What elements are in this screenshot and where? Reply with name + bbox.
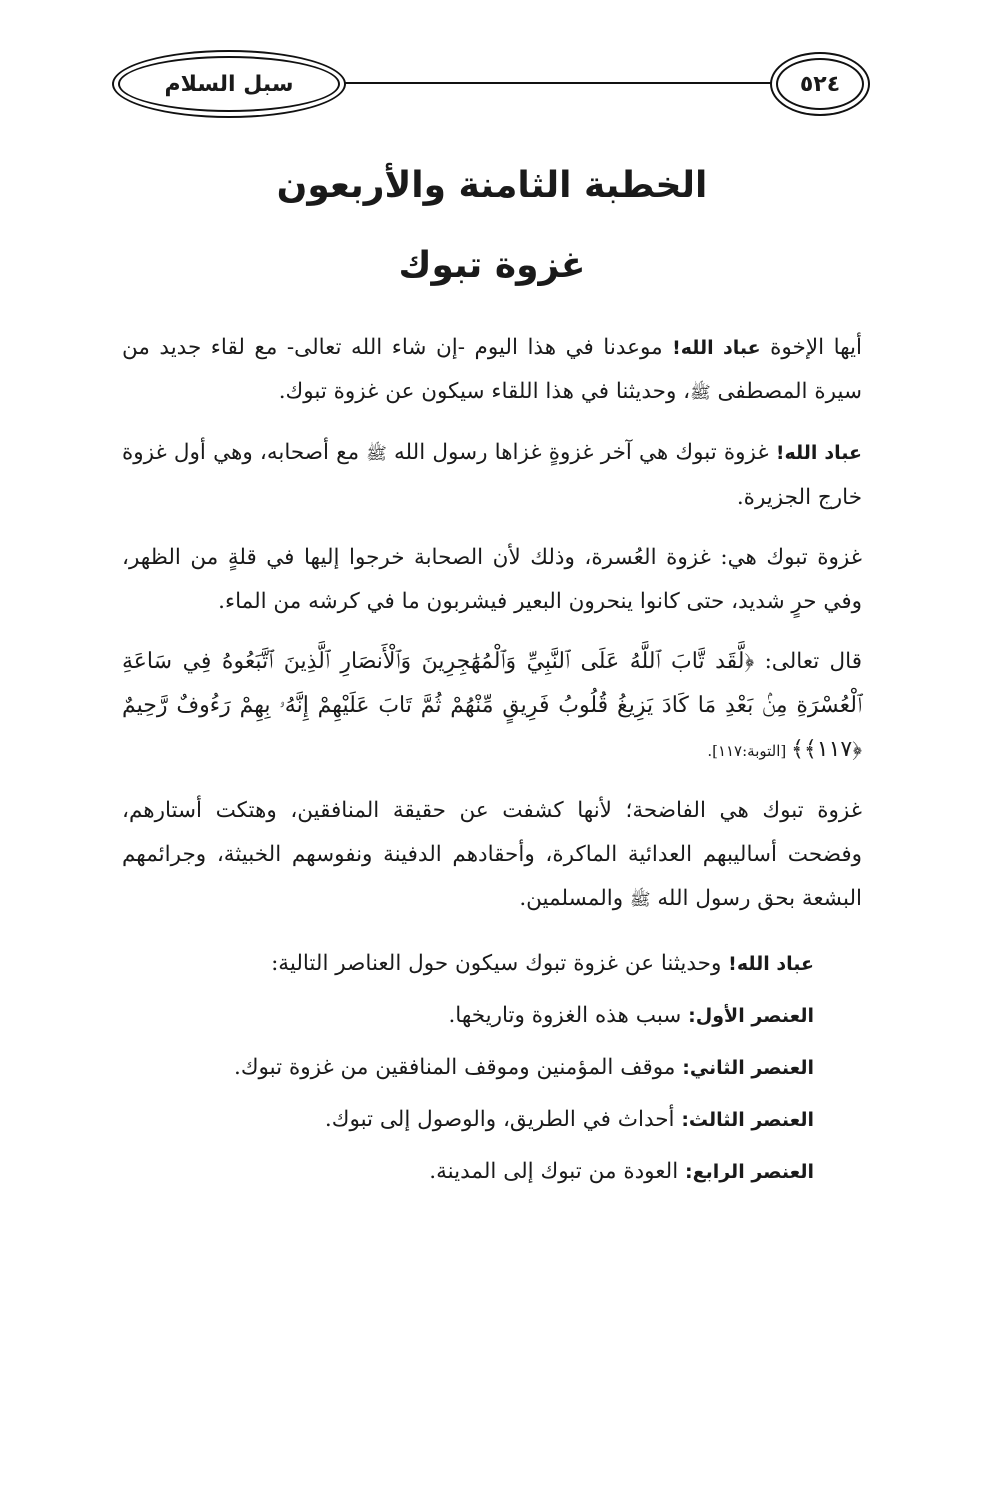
salutation-glyph: ﷺ [629, 890, 651, 910]
paragraph-intro [122, 326, 862, 415]
paragraph-text: ، وحديثنا في هذا اللقاء سيكون عن غزوة تبوك. [278, 379, 691, 404]
lead-phrase: عباد الله! [672, 337, 761, 359]
salutation-glyph: ﷺ [366, 444, 387, 464]
paragraph-text: غزوة تبوك هي: غزوة العُسرة، وذلك لأن الصحابة خرجوا إليها في قلةٍ من الظهر، وفي حرٍ شديد، حتى كانوا ينحرون البعير فيشربون ما في كرشه من الماء. [122, 545, 862, 614]
element-text: سبب هذه الغزوة وتاريخها. [448, 1003, 689, 1028]
paragraph-usra [122, 536, 862, 624]
lead-phrase: عباد الله! [775, 442, 862, 464]
list-item [122, 1146, 814, 1198]
list-intro-text: وحديثنا عن غزوة تبوك سيكون حول العناصر التالية: [271, 951, 729, 976]
paragraph-text: موعدنا في هذا اليوم -إن شاء الله تعالى- مع لقاء جديد من سيرة المصطفى [122, 335, 862, 404]
elements-list [122, 938, 862, 1198]
list-item [122, 1094, 814, 1146]
lead-phrase: عباد الله! [728, 953, 814, 975]
element-text: أحداث في الطريق، والوصول إلى تبوك. [324, 1107, 682, 1132]
list-item [122, 1042, 814, 1094]
element-label: العنصر الرابع: [685, 1161, 814, 1183]
element-label: العنصر الثالث: [681, 1109, 814, 1131]
book-title-oval [118, 56, 340, 112]
subject-title: غزوة تبوك [398, 245, 586, 286]
salutation-glyph: ﷺ [690, 383, 711, 403]
page-number: ٥٢٤ [799, 71, 841, 97]
paragraph-text: أيها الإخوة [760, 335, 863, 360]
list-item [122, 990, 814, 1042]
book-title: سبل السلام [164, 71, 294, 97]
sermon-title: الخطبة الثامنة والأربعون [276, 165, 708, 206]
body-text [122, 326, 862, 1198]
element-label: العنصر الثاني: [682, 1057, 814, 1079]
element-text: العودة من تبوك إلى المدينة. [429, 1159, 686, 1184]
paragraph-exposure [122, 789, 862, 922]
element-label: العنصر الأول: [688, 1005, 814, 1027]
verse-intro: قال تعالى: [754, 649, 862, 674]
paragraph-last-battle [122, 431, 862, 520]
verse-reference: [التوبة:١١٧]. [707, 742, 792, 760]
list-intro [122, 938, 814, 990]
paragraph-text: غزوة تبوك هي آخر غزوةٍ غزاها رسول الله [386, 440, 776, 465]
paragraph-text: مع أصحابه، وهي أول غزوة خارج الجزيرة. [122, 440, 862, 510]
quran-verse: ﴿لَّقَد تَّابَ ٱللَّهُ عَلَى ٱلنَّبِيِّ وَٱلْمُهَٰجِرِينَ وَٱلْأَنصَارِ ٱلَّذِينَ ٱتَّبَعُوهُ فِي سَاعَةِ ٱلْعُسْرَةِ مِنۢ بَعْدِ مَا كَادَ يَزِيغُ قُلُوبُ فَرِيقٍ مِّنْهُمْ ثُمَّ تَابَ عَلَيْهِمْ إِنَّهُۥ بِهِمْ رَءُوفٌ رَّحِيمٌ ﴿١١٧﴾﴾ [122, 649, 862, 762]
paragraph-text: والمسلمين. [519, 886, 630, 911]
page-number-oval [776, 58, 864, 110]
paragraph-text: غزوة تبوك هي الفاضحة؛ لأنها كشفت عن حقيقة المنافقين، وهتكت أستارهم، وفضحت أساليبهم العدائية الماكرة، وأحقادهم الدفينة ونفوسهم الخبيثة، وجرائمهم البشعة بحق رسول الله [122, 798, 862, 911]
element-text: موقف المؤمنين وموقف المنافقين من غزوة تبوك. [233, 1055, 683, 1080]
page-header [118, 52, 864, 114]
paragraph-verse [122, 640, 862, 773]
